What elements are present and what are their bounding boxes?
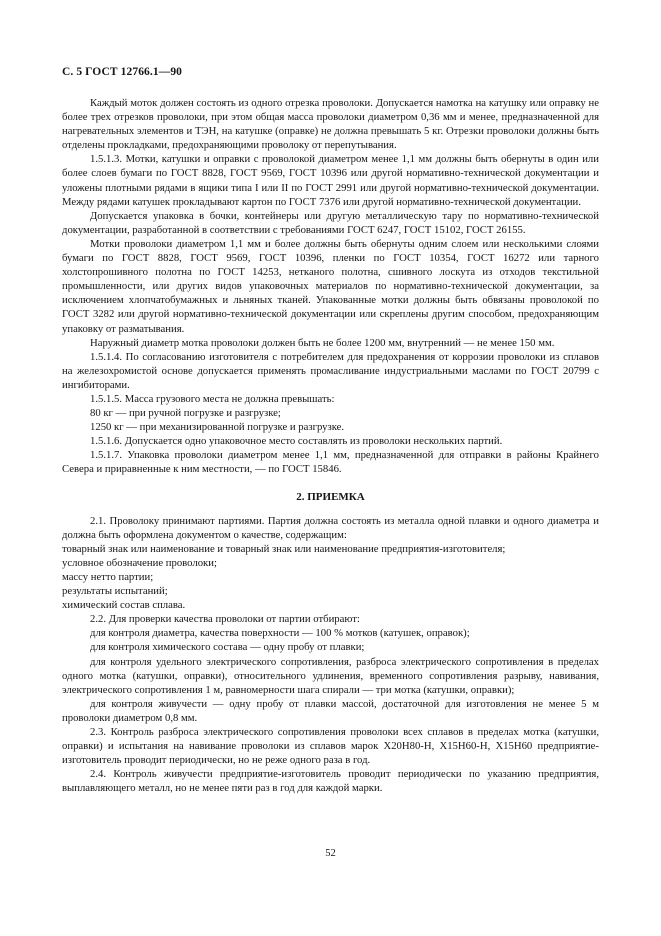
list-item: для контроля удельного электрического сопротивления, разброса электрического сопротивления в пределах одного мотка (катушки, оправки), относительного удлинения, временного сопротивления разрыву, навивания, электрического сопротивления 1 м, равномерности шага спирали — три мотка (катушки, оправки); <box>62 655 599 696</box>
list-item: для контроля диаметра, качества поверхности — 100 % мотков (катушек, оправок); <box>90 627 470 640</box>
paragraph: 1.5.1.5. Масса грузового места не должна превышать: <box>90 392 335 405</box>
paragraph: 2.3. Контроль разброса электрического сопротивления проволоки всех сплавов в пределах мотка (катушки, оправки) и испытания на навивание проволоки из сплавов марок Х20Н80-Н, Х15Н60-Н, Х15Н60 предприятие-изготовитель проводит периодически, но не реже одного раза в год. <box>62 726 599 767</box>
paragraph: 1.5.1.3. Мотки, катушки и оправки с проволокой диаметром менее 1,1 мм должны быть обернуты в один или более слоев бумаги по ГОСТ 8828, ГОСТ 9569, ГОСТ 10396 или другой нормативно-технической документации и уложены плотными рядами в ящики типа I или II по ГОСТ 2991 или другой нормативно-технической документации. Между рядами катушек прокладывают картон по ГОСТ 7376 или другой нормативно-технической документации. <box>62 153 599 208</box>
list-item: результаты испытаний; <box>62 585 168 598</box>
running-header: С. 5 ГОСТ 12766.1—90 <box>62 66 183 78</box>
list-item: массу нетто партии; <box>62 571 154 583</box>
list-item: для контроля живучести — одну пробу от плавки массой, достаточной для изготовления не менее 5 м проволоки диаметром 0,8 мм. <box>62 697 599 724</box>
body-text <box>62 96 599 796</box>
list-item: для контроля химического состава — одну пробу от плавки; <box>90 641 365 654</box>
paragraph: 1.5.1.7. Упаковка проволоки диаметром менее 1,1 мм, предназначенной для отправки в районы Крайнего Севера и приравненные к ним местности, — по ГОСТ 15846. <box>62 449 599 476</box>
list-item: 80 кг — при ручной погрузке и разгрузке; <box>90 407 281 420</box>
list-item: условное обозначение проволоки; <box>62 556 217 569</box>
paragraph: Мотки проволоки диаметром 1,1 мм и более должны быть обернуты одним слоем или несколькими слоями бумаги по ГОСТ 8828, ГОСТ 9569, ГОСТ 10396, пленки по ГОСТ 10354, ГОСТ 16272 или тарного холстопрошивного полотна по ГОСТ 14253, нетканого полотна, сшивного лоскута из отходов текстильной промышленности, или других видов упаковочных материалов по нормативно-технической документации, за исключением хлопчатобумажных и льняных тканей. Упакованные мотки должны быть обвязаны проволокой по ГОСТ 3282 или другой нормативно-технической документации или скреплены другим способом, предохраняющим упаковку от разматывания. <box>62 237 599 335</box>
paragraph: Каждый моток должен состоять из одного отрезка проволоки. Допускается намотка на катушку или оправку не более трех отрезков проволоки, при этом общая масса проволоки диаметром 0,36 мм и менее, предназначенной для нагревательных элементов и ТЭН, на катушке (оправке) не должна превышать 5 кг. Отрезки проволоки должны быть отделены прокладками, предохраняющими проволоку от перепутывания. <box>62 97 599 152</box>
paragraph: 2.1. Проволоку принимают партиями. Партия должна состоять из металла одной плавки и одного диаметра и должна быть оформлена документом о качестве, содержащим: <box>62 514 599 541</box>
list-item: химический состав сплава. <box>62 599 186 612</box>
page-number: 52 <box>325 848 336 859</box>
section-title: 2. ПРИЕМКА <box>296 490 365 503</box>
paragraph: 1.5.1.4. По согласованию изготовителя с потребителем для предохранения от коррозии проволоки из сплавов на железохромистой основе допускается применять промасливание индустриальными маслами по ГОСТ 20799 с ингибиторами. <box>62 350 599 391</box>
paragraph: Наружный диаметр мотка проволоки должен быть не более 1200 мм, внутренний — не менее 150 мм. <box>90 336 555 349</box>
list-item: товарный знак или наименование и товарный знак или наименование предприятия-изготовителя; <box>62 542 506 555</box>
paragraph: 2.2. Для проверки качества проволоки от партии отбирают: <box>90 613 360 626</box>
paragraph: Допускается упаковка в бочки, контейнеры или другую металлическую тару по нормативно-технической документации, разработанной в соответствии с требованиями ГОСТ 6247, ГОСТ 15102, ГОСТ 26155. <box>62 209 599 236</box>
paragraph: 1.5.1.6. Допускается одно упаковочное место составлять из проволоки нескольких партий. <box>90 435 503 448</box>
paragraph: 2.4. Контроль живучести предприятие-изготовитель проводит периодически по указанию предприятия, выплавляющего металл, но не менее пяти раз в год для каждой марки. <box>62 768 599 795</box>
list-item: 1250 кг — при механизированной погрузке и разгрузке. <box>90 421 345 434</box>
